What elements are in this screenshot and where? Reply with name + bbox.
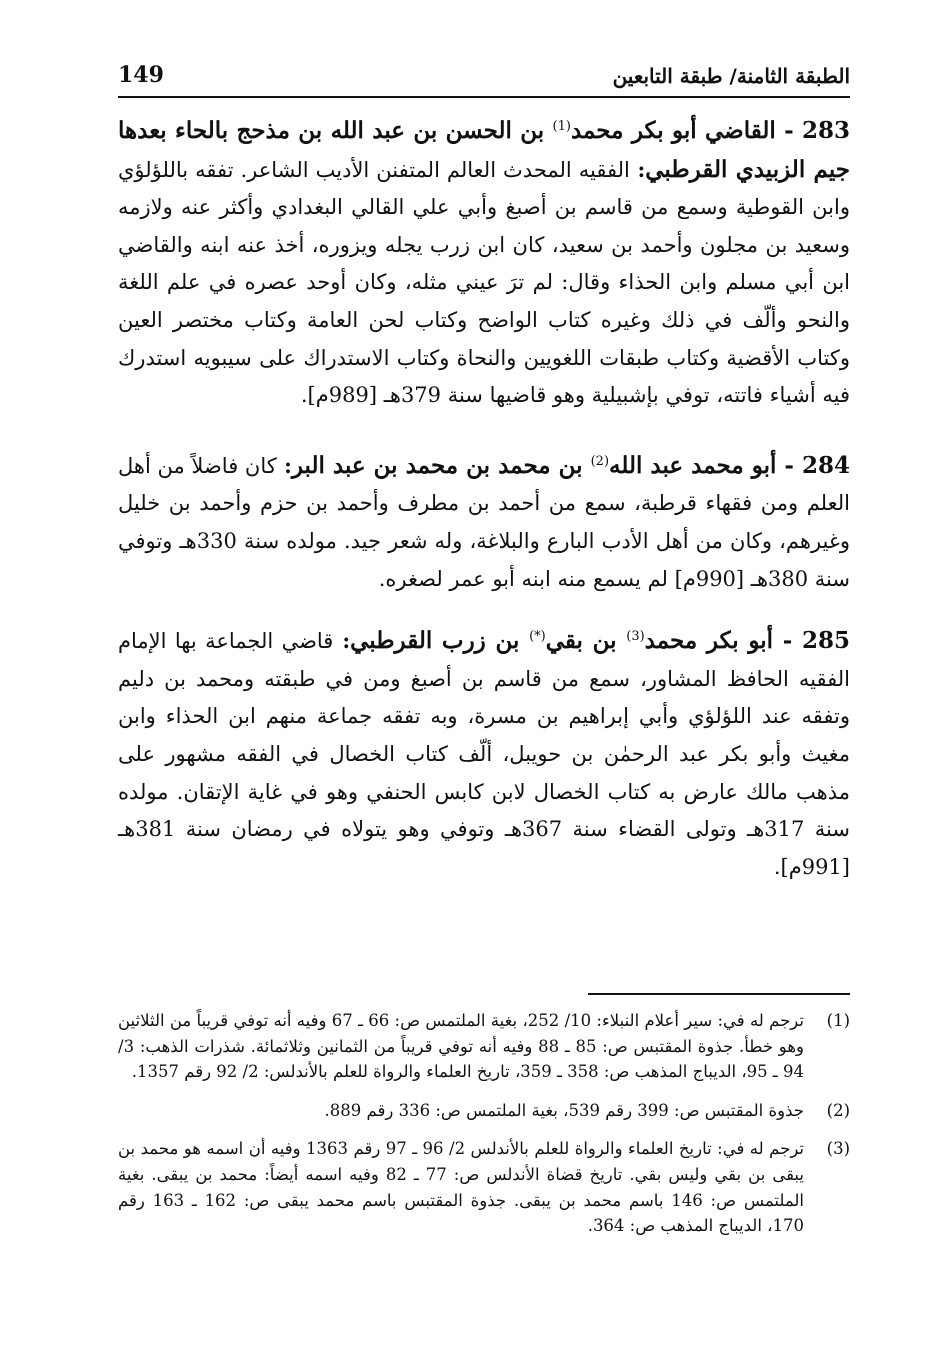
entry-separator: - [776, 451, 802, 479]
footnote-marker: (2) [590, 453, 610, 469]
footnote-2 [118, 1098, 850, 1124]
entry-separator: - [773, 627, 802, 655]
footnote-number: (3) [826, 1139, 850, 1159]
entry-name: أبو محمد عبد الله [609, 451, 777, 479]
entry-name-continued: بن زرب القرطبي [350, 627, 530, 655]
entry-number: 283 [801, 117, 850, 144]
footnote-number: (2) [826, 1100, 850, 1120]
page-number: 149 [118, 62, 164, 88]
entry-number: 285 [801, 627, 850, 655]
entry-colon: : [333, 628, 351, 654]
entry-body: قاضي الجماعة بها الإمام الفقيه الحافظ المشاور، سمع من قاسم بن أصبغ ومن في طبقته ومحمد بن دليم وتفقه عند اللؤلؤي وأبي إبراهيم بن مسرة، وبه تفقه جماعة منهم ابن الحذاء وابن مغيث وأبو بكر عبد الرحمٰن بن حويبل، ألّف كتاب الخصال في الفقه مشهور على مذهب مالك عارض به كتاب الخصال لابن كابس الحنفي وهو في غاية الإتقان. مولده سنة 317هـ وتولى القضاء سنة 367هـ وتوفي وهو يتولاه في رمضان سنة 381هـ [991م]. [118, 629, 850, 879]
biography-entries [118, 112, 850, 886]
entry-name-continued: بن الحسن بن عبد الله بن مذحج بالحاء بعدها جيم الزبيدي القرطبي [118, 117, 851, 183]
running-header [118, 58, 850, 98]
header-rule [118, 96, 850, 98]
footnote-text: جذوة المقتبس ص: 399 رقم 539، بغية الملتمس ص: 336 رقم 889. [324, 1100, 804, 1120]
footnote-rule [588, 993, 850, 995]
entry-name: أبو بكر محمد [644, 627, 774, 655]
entry-285 [118, 622, 850, 886]
footnote-text: ترجم له في: سير أعلام النبلاء: 10/ 252، بغية الملتمس ص: 66 ـ 67 وفيه أنه توفي قريباً من الثلاثين وهو خطأ. جذوة المقتبس ص: 85 ـ 88 وفيه أنه توفي قريباً من الثمانين وثلاثمائة. شذرات الذهب: 3/ 94 ـ 95، الديباج المذهب ص: 358 ـ 359، تاريخ العلماء والرواة للعلم بالأندلس: 2/ 92 رقم 1357. [118, 1011, 804, 1082]
entry-name-middle: بن بقي [545, 627, 627, 655]
footnote-marker: (3) [626, 629, 645, 645]
footnote-marker: (1) [552, 119, 571, 134]
footnote-3 [118, 1136, 850, 1238]
entry-separator: - [775, 117, 802, 144]
entry-body: الفقيه المحدث العالم المتفنن الأديب الشاعر. تفقه باللؤلؤي وابن القوطية وسمع من قاسم بن أصبغ وأبي علي القالي البغدادي وأكثر عنه ولازمه وسعيد بن مجلون وأحمد بن سعيد، كان ابن زرب يجله ويزوره، أخذ عنه ابنه والقاضي ابن أبي مسلم وابن الحذاء وقال: لم ترَ عيني مثله، وكان أوحد عصره في علم اللغة والنحو وألّف في ذلك وغيره كتاب الواضح وكتاب لحن العامة وكتاب مختصر العين وكتاب الأقضية وكتاب طبقات اللغويين والنحاة وكتاب الاستدراك على سيبويه استدرك فيه أشياء فاتته، توفي بإشبيلية وهو قاضيها سنة 379هـ [989م]. [118, 157, 850, 408]
entry-283 [118, 112, 850, 415]
entry-name-continued: بن محمد بن محمد بن عبد البر [291, 451, 591, 479]
footnote-number: (1) [826, 1011, 850, 1030]
chapter-title: الطبقة الثامنة/ طبقة التابعين [612, 64, 850, 88]
footnote-text: ترجم له في: تاريخ العلماء والرواة للعلم بالأندلس 2/ 96 ـ 97 رقم 1363 وفيه أن اسمه هو محمد بن يبقى بن بقي وليس بقي. تاريخ قضاة الأندلس ص: 77 ـ 82 وفيه اسمه أيضاً: محمد بن يبقى. بغية الملتمس ص: 146 باسم محمد بن يبقى. جذوة المقتبس باسم محمد يبقى ص: 162 ـ 163 رقم 170، الديباج المذهب ص: 364. [118, 1139, 805, 1236]
entry-name: القاضي أبو بكر محمد [570, 117, 776, 144]
entry-number: 284 [801, 451, 850, 479]
footnotes [118, 1008, 850, 1252]
entry-colon: : [629, 156, 646, 182]
entry-body: كان فاضلاً من أهل العلم ومن فقهاء قرطبة، سمع من أحمد بن مطرف وأحمد بن حزم وأحمد بن خليل وغيرهم، وكان من أهل الأدب البارع والبلاغة، وله شعر جيد. مولده سنة 330هـ وتوفي سنة 380هـ [990م] لم يسمع منه ابنه أبو عمر لصغره. [118, 453, 850, 591]
footnote-1 [118, 1008, 850, 1085]
footnote-marker-star: (*) [529, 629, 546, 645]
entry-284 [118, 447, 850, 598]
entry-colon: : [276, 452, 292, 478]
